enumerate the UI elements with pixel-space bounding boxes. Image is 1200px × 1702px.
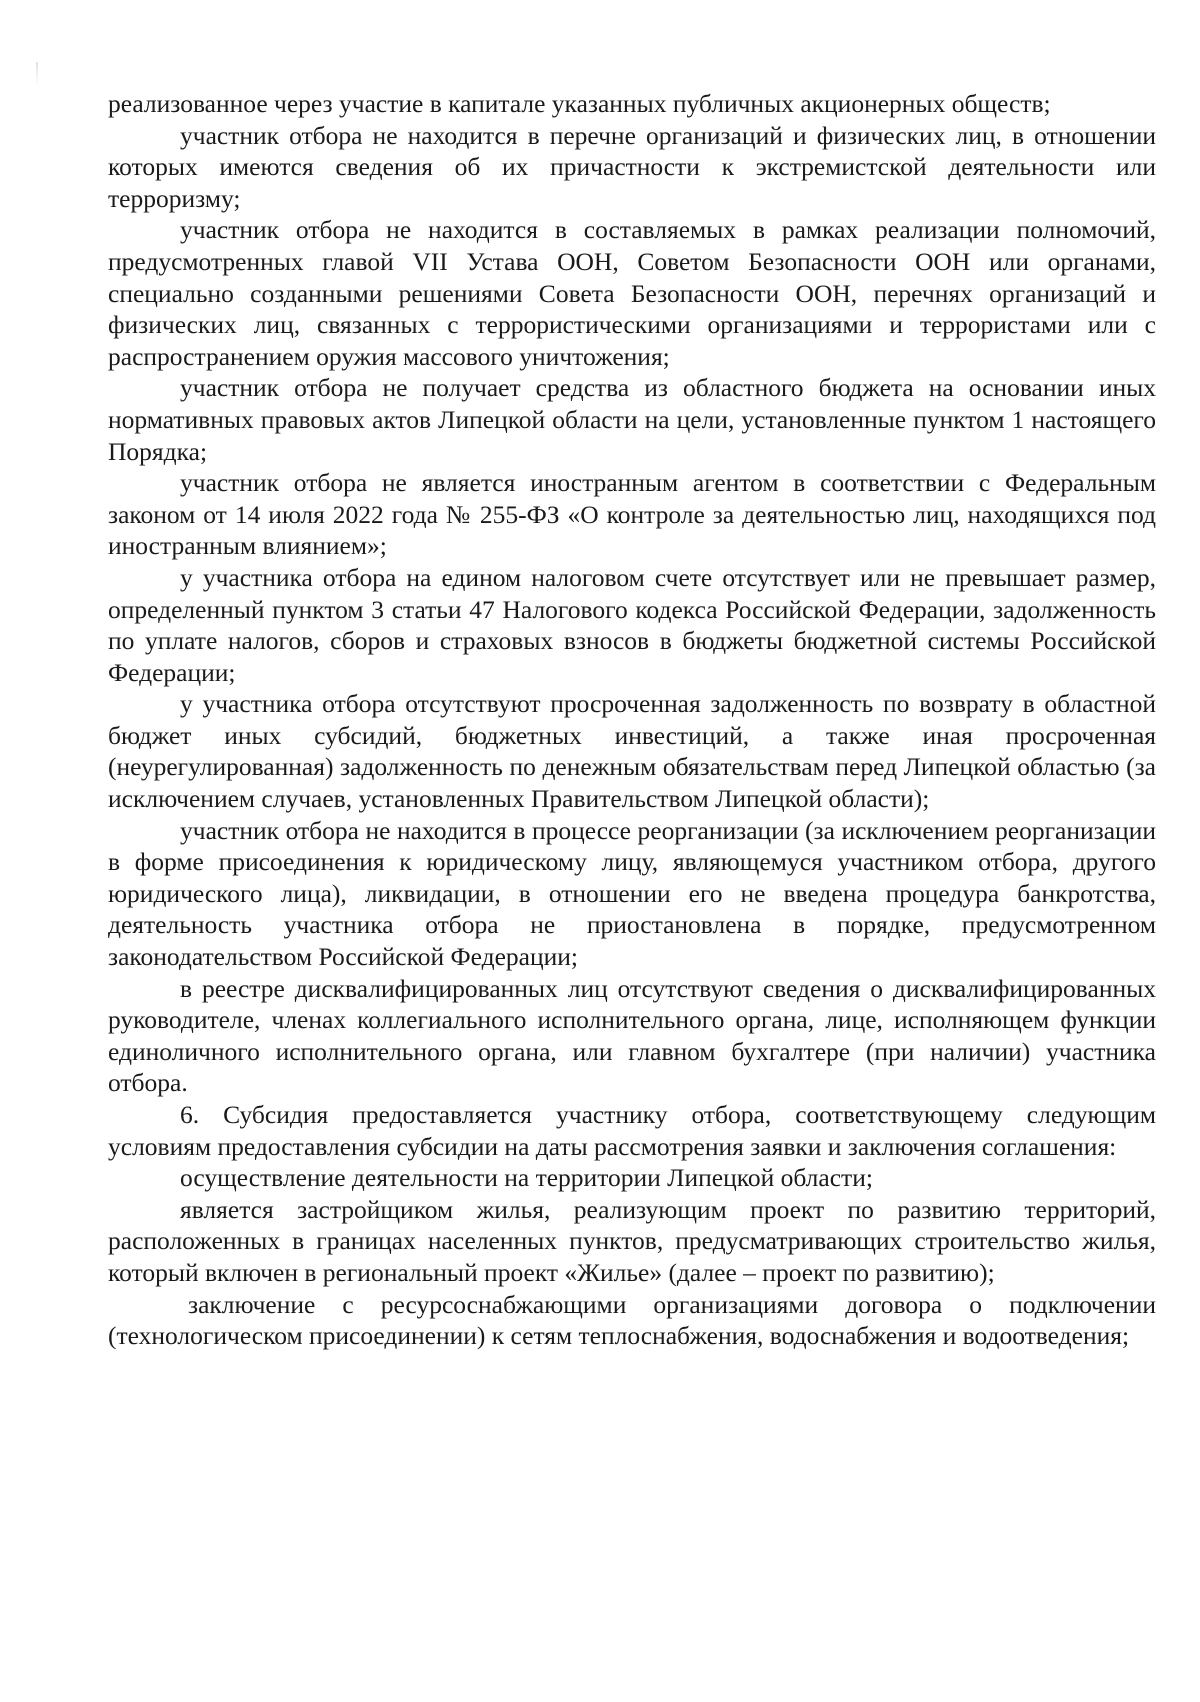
- paragraph-5: участник отбора не является иностранным агентом в соответствии с Федеральным законом от 14 июля 2022 года № 255-ФЗ «О контроле за деятельностью лиц, находящихся под иностранным влиянием»;: [108, 468, 1156, 561]
- scan-artifact: [36, 62, 38, 86]
- paragraph-11: осуществление деятельности на территории Липецкой области;: [180, 1163, 873, 1193]
- paragraph-1: реализованное через участие в капитале указанных публичных акционерных обществ;: [108, 89, 1051, 118]
- paragraph-3: участник отбора не находится в составляемых в рамках реализации полномочий, предусмотренных главой VII Устава ООН, Советом Безопасности ООН или органами, специально созданными решениями Совета Безопасности ООН, перечнях организаций и физических лиц, связанных с террористическими организациями и террористами или с распространением оружия массового уничтожения;: [108, 215, 1156, 371]
- paragraph-2: участник отбора не находится в перечне организаций и физических лиц, в отношении которых имеются сведения об их причастности к экстремистской деятельности или терроризму;: [108, 120, 1156, 213]
- paragraph-9: в реестре дисквалифицированных лиц отсутствуют сведения о дисквалифицированных руководителе, членах коллегиального исполнительного органа, лице, исполняющем функции единоличного исполнительного органа, или главном бухгалтере (при наличии) участника отбора.: [108, 973, 1156, 1098]
- paragraph-12: является застройщиком жилья, реализующим проект по развитию территорий, расположенных в границах населенных пунктов, предусматривающих строительство жилья, который включен в региональный проект «Жилье» (далее – проект по развитию);: [108, 1194, 1156, 1287]
- paragraph-10-section-6: 6. Субсидия предоставляется участнику отбора, соответствующему следующим условиям предоставления субсидии на даты рассмотрения заявки и заключения соглашения:: [108, 1100, 1156, 1161]
- paragraph-4: участник отбора не получает средства из областного бюджета на основании иных нормативных правовых актов Липецкой области на цели, установленные пунктом 1 настоящего Порядка;: [108, 373, 1156, 466]
- paragraph-8: участник отбора не находится в процессе реорганизации (за исключением реорганизации в форме присоединения к юридическому лицу, являющемуся участником отбора, другого юридического лица), ликвидации, в отношении его не введена процедура банкротства, деятельность участника отбора не приостановлена в порядке, предусмотренном законодательством Российской Федерации;: [108, 815, 1156, 972]
- document-page: [108, 88, 1156, 1352]
- paragraph-7: у участника отбора отсутствуют просроченная задолженность по возврату в областной бюджет иных субсидий, бюджетных инвестиций, а также иная просроченная (неурегулированная) задолженность по денежным обязательствам перед Липецкой областью (за исключением случаев, установленных Правительством Липецкой области);: [108, 689, 1156, 814]
- paragraph-13: заключение с ресурсоснабжающими организациями договора о подключении (технологическом присоединении) к сетям теплоснабжения, водоснабжения и водоотведения;: [108, 1289, 1156, 1351]
- paragraph-6: у участника отбора на едином налоговом счете отсутствует или не превышает размер, определенный пунктом 3 статьи 47 Налогового кодекса Российской Федерации, задолженность по уплате налогов, сборов и страховых взносов в бюджеты бюджетной системы Российской Федерации;: [108, 562, 1156, 687]
